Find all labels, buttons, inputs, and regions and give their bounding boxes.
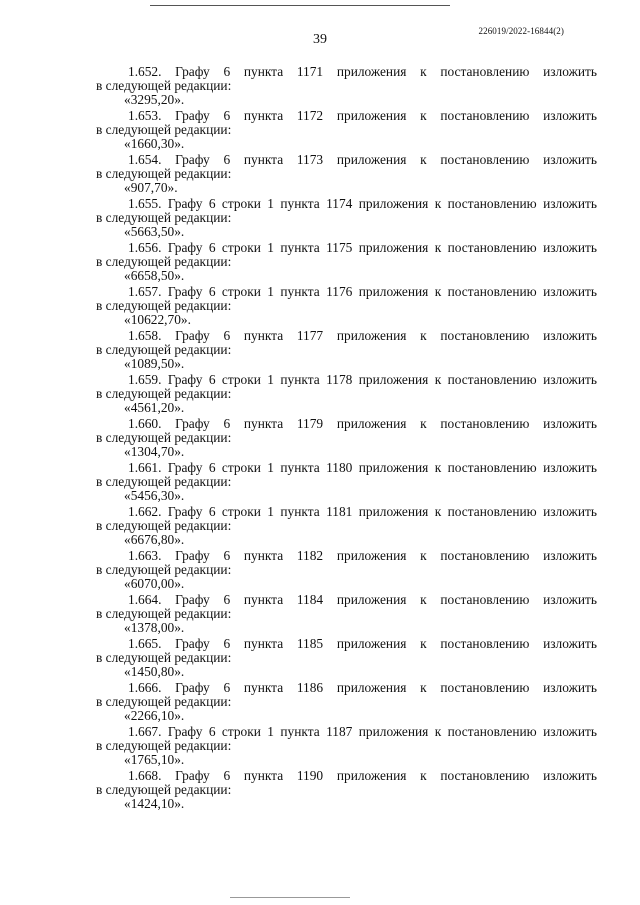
amendment-word: 1177 [296,328,324,343]
amendment-continuation: в следующей редакции: [96,298,232,313]
amendment-continuation: в следующей редакции: [96,342,232,357]
amendment-word: изложить [543,416,597,431]
amendment-value: «5456,30». [124,488,185,503]
amendment-continuation: в следующей редакции: [96,694,232,709]
amendment-word: Графу [175,636,210,651]
amendment-word: 1 [267,284,274,299]
amendment-word: 1176 [326,284,353,299]
document-body [96,63,597,811]
amendment-word: изложить [543,724,597,739]
amendment-word: постановлению [440,152,530,167]
amendment-word: строки [221,240,261,255]
amendment-word: изложить [543,240,597,255]
amendment-word: постановлению [440,108,530,123]
amendment-word: 6 [208,284,216,299]
amendment-word: 6 [208,504,216,519]
amendment-word: Графу [175,548,210,563]
amendment-word: 6 [208,724,216,739]
amendment-word: приложения [358,460,429,475]
amendment-word: 1186 [296,680,324,695]
amendment-word: приложения [336,636,407,651]
amendment-word: 1 [267,240,274,255]
amendment-word: 1.668. [128,768,162,783]
amendment-word: 1181 [326,504,353,519]
amendment-value: «6676,80». [124,532,185,547]
amendment-word: пункта [280,196,320,211]
amendment-value: «1450,80». [124,664,185,679]
amendment-word: строки [221,504,261,519]
amendment-word: 1.660. [128,416,162,431]
amendment-word: постановлению [440,768,530,783]
amendment-word: 1.653. [128,108,162,123]
amendment-word: к [420,108,427,123]
amendment-word: к [420,328,427,343]
amendment-word: 1.659. [128,372,162,387]
amendment-word: приложения [358,372,429,387]
amendment-word: постановлению [440,328,530,343]
amendment-word: пункта [243,108,284,123]
amendment-continuation: в следующей редакции: [96,562,232,577]
amendment-word: изложить [543,460,597,475]
amendment-word: Графу [175,328,210,343]
amendment-word: Графу [167,240,203,255]
amendment-word: 6 [223,328,231,343]
amendment-word: 1.661. [128,460,162,475]
amendment-word: Графу [175,416,210,431]
amendment-word: строки [221,196,261,211]
amendment-word: приложения [336,680,407,695]
amendment-continuation: в следующей редакции: [96,254,232,269]
amendment-word: 1179 [296,416,324,431]
amendment-word: постановлению [447,240,537,255]
amendment-word: Графу [167,196,203,211]
amendment-word: пункта [243,680,284,695]
amendment-word: 1185 [296,636,324,651]
amendment-item [96,547,597,591]
amendment-word: пункта [280,504,320,519]
page-number: 39 [313,32,327,47]
amendment-word: к [420,152,427,167]
amendment-value: «2266,10». [124,708,185,723]
amendment-word: пункта [280,284,320,299]
amendment-word: 1173 [296,152,324,167]
amendment-word: 1178 [326,372,353,387]
amendment-word: изложить [543,196,597,211]
amendment-word: к [420,768,427,783]
amendment-value: «1304,70». [124,444,185,459]
amendment-word: к [434,460,442,475]
amendment-word: 1172 [296,108,324,123]
amendment-word: Графу [175,592,210,607]
amendment-word: 1.665. [128,636,162,651]
amendment-value: «5663,50». [124,224,185,239]
amendment-word: 6 [223,548,231,563]
amendment-value: «1660,30». [124,136,185,151]
amendment-word: Графу [167,724,203,739]
amendment-word: Графу [175,108,210,123]
amendment-item [96,767,597,811]
amendment-word: Графу [167,460,203,475]
amendment-item [96,239,597,283]
amendment-word: приложения [336,548,407,563]
amendment-word: приложения [358,504,429,519]
amendment-word: Графу [167,504,203,519]
amendment-word: постановлению [440,592,530,607]
amendment-continuation: в следующей редакции: [96,122,232,137]
amendment-word: изложить [543,680,597,695]
amendment-word: к [420,548,427,563]
amendment-word: строки [221,460,261,475]
top-rule [150,5,450,6]
amendment-word: 1 [267,504,274,519]
amendment-item [96,283,597,327]
amendment-word: 6 [223,768,231,783]
amendment-word: приложения [336,328,407,343]
amendment-word: к [420,64,427,79]
amendment-word: 1 [267,460,274,475]
amendment-continuation: в следующей редакции: [96,650,232,665]
amendment-word: 1.657. [128,284,162,299]
amendment-value: «10622,70». [124,312,191,327]
amendment-word: постановлению [447,372,537,387]
amendment-item [96,679,597,723]
amendment-continuation: в следующей редакции: [96,518,232,533]
amendment-word: пункта [243,636,284,651]
amendment-word: приложения [358,724,429,739]
amendment-word: пункта [243,152,284,167]
amendment-word: к [434,196,442,211]
amendment-item [96,723,597,767]
amendment-word: строки [221,284,261,299]
amendment-word: 1174 [326,196,353,211]
amendment-value: «4561,20». [124,400,185,415]
amendment-word: 6 [223,108,231,123]
amendment-word: постановлению [440,64,530,79]
amendment-word: приложения [336,768,407,783]
amendment-word: 6 [208,460,216,475]
amendment-word: 6 [208,240,216,255]
amendment-word: пункта [243,64,284,79]
amendment-word: 6 [223,152,231,167]
amendment-word: к [434,372,442,387]
amendment-word: приложения [336,152,407,167]
amendment-item [96,459,597,503]
amendment-word: изложить [543,372,597,387]
amendment-item [96,63,597,107]
amendment-item [96,415,597,459]
amendment-value: «1089,50». [124,356,185,371]
amendment-word: 1 [267,724,274,739]
document-code: 226019/2022-16844(2) [478,26,564,36]
amendment-word: изложить [543,504,597,519]
amendment-word: пункта [243,548,284,563]
amendment-word: постановлению [447,284,537,299]
amendment-word: 1.667. [128,724,162,739]
amendment-word: Графу [175,152,210,167]
amendment-word: 1.654. [128,152,162,167]
amendment-word: изложить [543,152,597,167]
amendment-word: постановлению [447,724,537,739]
amendment-word: пункта [280,724,320,739]
amendment-word: 6 [223,64,231,79]
amendment-value: «3295,20». [124,92,185,107]
amendment-value: «1424,10». [124,796,185,811]
amendment-word: Графу [167,372,203,387]
amendment-word: постановлению [440,548,530,563]
amendment-word: 6 [208,372,216,387]
amendment-item [96,195,597,239]
amendment-word: 1171 [296,64,324,79]
amendment-word: к [434,504,442,519]
amendment-word: 1.666. [128,680,162,695]
amendment-item [96,107,597,151]
amendment-word: постановлению [447,504,537,519]
amendment-word: к [420,416,427,431]
amendment-item [96,635,597,679]
amendment-word: приложения [358,240,429,255]
amendment-word: 1.656. [128,240,162,255]
amendment-word: к [420,680,427,695]
amendment-word: 1.662. [128,504,162,519]
amendment-word: изложить [543,108,597,123]
amendment-word: 6 [208,196,216,211]
amendment-word: пункта [243,768,284,783]
amendment-word: постановлению [447,460,537,475]
amendment-value: «1765,10». [124,752,185,767]
amendment-word: приложения [336,108,407,123]
amendment-word: 1 [267,372,274,387]
amendment-continuation: в следующей редакции: [96,738,232,753]
amendment-word: постановлению [440,636,530,651]
amendment-continuation: в следующей редакции: [96,430,232,445]
amendment-word: 1.655. [128,196,162,211]
amendment-word: приложения [358,196,429,211]
amendment-word: к [434,724,442,739]
amendment-value: «1378,00». [124,620,185,635]
amendment-item [96,151,597,195]
amendment-word: приложения [336,592,407,607]
amendment-continuation: в следующей редакции: [96,782,232,797]
amendment-item [96,327,597,371]
amendment-word: изложить [543,592,597,607]
amendment-value: «6658,50». [124,268,185,283]
amendment-continuation: в следующей редакции: [96,210,232,225]
amendment-word: постановлению [447,196,537,211]
amendment-word: Графу [175,680,210,695]
amendment-word: 6 [223,416,231,431]
amendment-word: изложить [543,548,597,563]
amendment-word: пункта [280,372,320,387]
amendment-item [96,371,597,415]
amendment-word: к [420,636,427,651]
amendment-word: постановлению [440,416,530,431]
amendment-value: «6070,00». [124,576,185,591]
amendment-word: изложить [543,284,597,299]
amendment-word: 1175 [326,240,353,255]
amendment-word: Графу [167,284,203,299]
amendment-value: «907,70». [124,180,178,195]
amendment-word: изложить [543,328,597,343]
amendment-word: пункта [280,240,320,255]
amendment-word: к [434,240,442,255]
amendment-item [96,503,597,547]
amendment-continuation: в следующей редакции: [96,166,232,181]
amendment-word: изложить [543,768,597,783]
amendment-word: пункта [280,460,320,475]
amendment-word: 1187 [326,724,353,739]
amendment-word: строки [221,724,261,739]
amendment-word: строки [221,372,261,387]
amendment-word: Графу [175,64,210,79]
amendment-word: изложить [543,64,597,79]
amendment-word: 6 [223,636,231,651]
amendment-word: 1182 [296,548,324,563]
amendment-word: 1.663. [128,548,162,563]
amendment-word: 1.664. [128,592,162,607]
amendment-word: к [434,284,442,299]
amendment-word: приложения [336,64,407,79]
amendment-continuation: в следующей редакции: [96,474,232,489]
amendment-word: 1 [267,196,274,211]
bottom-rule [230,897,350,898]
amendment-word: Графу [175,768,210,783]
amendment-continuation: в следующей редакции: [96,606,232,621]
amendment-word: 1190 [296,768,324,783]
amendment-word: 1184 [296,592,324,607]
amendment-word: 1180 [326,460,353,475]
amendment-word: 6 [223,592,231,607]
amendment-word: изложить [543,636,597,651]
amendment-word: приложения [336,416,407,431]
amendment-word: к [420,592,427,607]
amendment-word: 6 [223,680,231,695]
amendment-continuation: в следующей редакции: [96,386,232,401]
amendment-word: пункта [243,328,284,343]
amendment-word: пункта [243,592,284,607]
amendment-item [96,591,597,635]
amendment-word: 1.658. [128,328,162,343]
amendment-word: постановлению [440,680,530,695]
amendment-word: 1.652. [128,64,162,79]
amendment-continuation: в следующей редакции: [96,78,232,93]
amendment-word: приложения [358,284,429,299]
amendment-word: пункта [243,416,284,431]
